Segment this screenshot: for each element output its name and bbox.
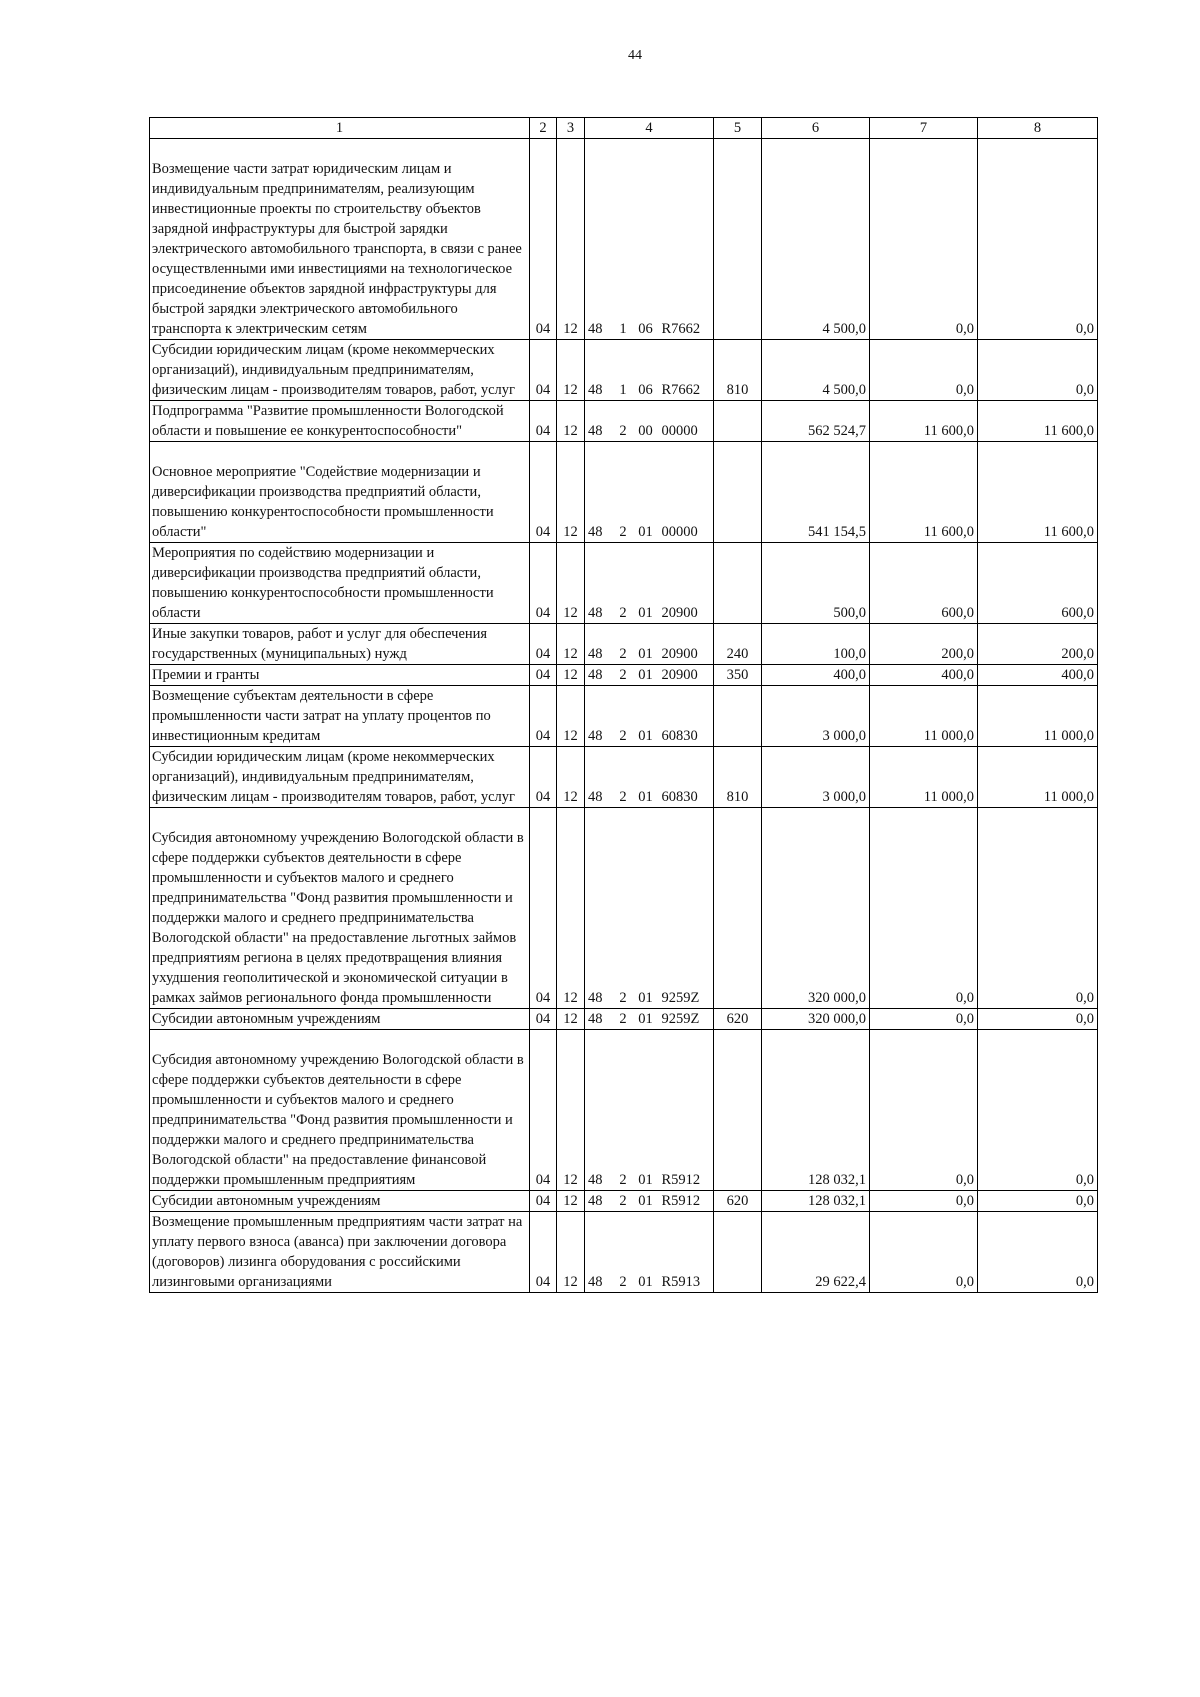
row-name: Основное мероприятие "Содействие модернизации и диверсификации производства предприятий области, повышению конкурентоспособности промышленности области" [150,442,530,543]
amount-col-6: 29 622,4 [762,1212,870,1293]
subprogram-code: 2 [614,624,633,665]
amount-col-8: 11 000,0 [978,747,1098,808]
section-code: 04 [530,401,557,442]
event-code: 01 [633,747,659,808]
direction-code: 00000 [659,401,714,442]
amount-col-7: 11 600,0 [870,401,978,442]
direction-code: 60830 [659,747,714,808]
event-code: 01 [633,686,659,747]
event-code: 06 [633,340,659,401]
subprogram-code: 2 [614,747,633,808]
amount-col-8: 0,0 [978,1212,1098,1293]
amount-col-7: 0,0 [870,1212,978,1293]
program-code: 48 [585,1212,614,1293]
amount-col-6: 562 524,7 [762,401,870,442]
amount-col-6: 3 000,0 [762,747,870,808]
expense-type-code [714,808,762,1009]
amount-col-7: 600,0 [870,543,978,624]
direction-code: R5912 [659,1191,714,1212]
section-code: 04 [530,442,557,543]
table-row [150,1009,1098,1030]
table-row [150,401,1098,442]
expense-type-code: 620 [714,1191,762,1212]
section-code: 04 [530,139,557,340]
row-name: Премии и гранты [150,665,530,686]
amount-col-7: 0,0 [870,808,978,1009]
row-name: Иные закупки товаров, работ и услуг для обеспечения государственных (муниципальных) нужд [150,624,530,665]
amount-col-8: 0,0 [978,139,1098,340]
table-row [150,442,1098,543]
table-row [150,139,1098,340]
table-row [150,686,1098,747]
amount-col-7: 11 000,0 [870,686,978,747]
expense-type-code [714,543,762,624]
amount-col-7: 11 600,0 [870,442,978,543]
column-header-3: 3 [557,118,585,139]
table-row [150,1212,1098,1293]
table-row [150,1030,1098,1191]
event-code: 01 [633,1030,659,1191]
table-row [150,543,1098,624]
budget-table [149,117,1098,1293]
column-number-row [150,118,1098,139]
amount-col-7: 0,0 [870,1191,978,1212]
subsection-code: 12 [557,543,585,624]
amount-col-6: 3 000,0 [762,686,870,747]
subprogram-code: 1 [614,340,633,401]
subprogram-code: 2 [614,1212,633,1293]
table-row [150,747,1098,808]
subprogram-code: 2 [614,686,633,747]
subsection-code: 12 [557,139,585,340]
section-code: 04 [530,686,557,747]
table-row [150,624,1098,665]
program-code: 48 [585,1030,614,1191]
amount-col-8: 200,0 [978,624,1098,665]
amount-col-6: 320 000,0 [762,1009,870,1030]
direction-code: 9259Z [659,808,714,1009]
amount-col-7: 0,0 [870,139,978,340]
program-code: 48 [585,808,614,1009]
subsection-code: 12 [557,1030,585,1191]
program-code: 48 [585,401,614,442]
amount-col-7: 0,0 [870,1030,978,1191]
row-name: Субсидия автономному учреждению Вологодской области в сфере поддержки субъектов деятельности в сфере промышленности и субъектов малого и среднего предпринимательства "Фонд развития промышленности и поддержки малого и среднего предпринимательства Вологодской области" на предоставление финансовой поддержки промышленным предприятиям [150,1030,530,1191]
program-code: 48 [585,442,614,543]
amount-col-8: 11 600,0 [978,442,1098,543]
amount-col-8: 11 000,0 [978,686,1098,747]
subsection-code: 12 [557,1009,585,1030]
event-code: 01 [633,1009,659,1030]
program-code: 48 [585,686,614,747]
direction-code: 20900 [659,665,714,686]
column-header-6: 6 [762,118,870,139]
direction-code: R7662 [659,139,714,340]
subprogram-code: 2 [614,1009,633,1030]
table-row [150,665,1098,686]
subsection-code: 12 [557,1191,585,1212]
amount-col-8: 11 600,0 [978,401,1098,442]
expense-type-code [714,442,762,543]
amount-col-6: 4 500,0 [762,340,870,401]
section-code: 04 [530,747,557,808]
direction-code: 60830 [659,686,714,747]
event-code: 06 [633,139,659,340]
subsection-code: 12 [557,747,585,808]
subprogram-code: 2 [614,543,633,624]
section-code: 04 [530,1009,557,1030]
amount-col-8: 0,0 [978,808,1098,1009]
expense-type-code [714,1030,762,1191]
table-row [150,808,1098,1009]
column-header-7: 7 [870,118,978,139]
event-code: 01 [633,1212,659,1293]
direction-code: 9259Z [659,1009,714,1030]
program-code: 48 [585,543,614,624]
row-name: Подпрограмма "Развитие промышленности Вологодской области и повышение ее конкурентоспособности" [150,401,530,442]
subprogram-code: 2 [614,665,633,686]
subsection-code: 12 [557,624,585,665]
amount-col-6: 320 000,0 [762,808,870,1009]
amount-col-6: 128 032,1 [762,1191,870,1212]
direction-code: R5913 [659,1212,714,1293]
column-header-5: 5 [714,118,762,139]
amount-col-6: 100,0 [762,624,870,665]
expense-type-code: 240 [714,624,762,665]
row-name: Возмещение промышленным предприятиям части затрат на уплату первого взноса (аванса) при заключении договора (договоров) лизинга оборудования с российскими лизинговыми организациями [150,1212,530,1293]
program-code: 48 [585,1191,614,1212]
event-code: 01 [633,808,659,1009]
subprogram-code: 1 [614,139,633,340]
expense-type-code: 810 [714,340,762,401]
amount-col-8: 600,0 [978,543,1098,624]
direction-code: R7662 [659,340,714,401]
amount-col-8: 400,0 [978,665,1098,686]
amount-col-6: 4 500,0 [762,139,870,340]
subprogram-code: 2 [614,1030,633,1191]
section-code: 04 [530,1030,557,1191]
section-code: 04 [530,665,557,686]
program-code: 48 [585,1009,614,1030]
subsection-code: 12 [557,686,585,747]
subsection-code: 12 [557,1212,585,1293]
subprogram-code: 2 [614,442,633,543]
section-code: 04 [530,808,557,1009]
event-code: 01 [633,543,659,624]
row-name: Субсидии автономным учреждениям [150,1009,530,1030]
amount-col-7: 0,0 [870,340,978,401]
column-header-4: 4 [585,118,714,139]
column-header-1: 1 [150,118,530,139]
section-code: 04 [530,543,557,624]
row-name: Субсидии юридическим лицам (кроме некоммерческих организаций), индивидуальным предпринимателям, физическим лицам - производителям товаров, работ, услуг [150,747,530,808]
amount-col-8: 0,0 [978,340,1098,401]
expense-type-code: 350 [714,665,762,686]
subsection-code: 12 [557,808,585,1009]
expense-type-code [714,686,762,747]
amount-col-8: 0,0 [978,1191,1098,1212]
direction-code: 00000 [659,442,714,543]
expense-type-code: 810 [714,747,762,808]
section-code: 04 [530,1212,557,1293]
amount-col-6: 500,0 [762,543,870,624]
section-code: 04 [530,624,557,665]
amount-col-6: 128 032,1 [762,1030,870,1191]
event-code: 01 [633,1191,659,1212]
row-name: Мероприятия по содействию модернизации и диверсификации производства предприятий области, повышению конкурентоспособности промышленности области [150,543,530,624]
row-name: Субсидия автономному учреждению Вологодской области в сфере поддержки субъектов деятельности в сфере промышленности и субъектов малого и среднего предпринимательства "Фонд развития промышленности и поддержки малого и среднего предпринимательства Вологодской области" на предоставление льготных займов предприятиям региона в целях предотвращения влияния ухудшения геополитической и экономической ситуации в рамках займов регионального фонда промышленности [150,808,530,1009]
direction-code: 20900 [659,624,714,665]
table-row [150,340,1098,401]
row-name: Возмещение части затрат юридическим лицам и индивидуальным предпринимателям, реализующим инвестиционные проекты по строительству объектов зарядной инфраструктуры для быстрой зарядки электрического автомобильного транспорта, в связи с ранее осуществленными ими инвестициями на технологическое присоединение объектов зарядной инфраструктуры для быстрой зарядки электрического автомобильного транспорта к электрическим сетям [150,139,530,340]
program-code: 48 [585,665,614,686]
table-row [150,1191,1098,1212]
amount-col-7: 200,0 [870,624,978,665]
amount-col-6: 541 154,5 [762,442,870,543]
program-code: 48 [585,340,614,401]
program-code: 48 [585,624,614,665]
amount-col-8: 0,0 [978,1030,1098,1191]
row-name: Возмещение субъектам деятельности в сфере промышленности части затрат на уплату процентов по инвестиционным кредитам [150,686,530,747]
amount-col-6: 400,0 [762,665,870,686]
program-code: 48 [585,139,614,340]
column-header-2: 2 [530,118,557,139]
event-code: 01 [633,665,659,686]
subsection-code: 12 [557,340,585,401]
page-number: 44 [628,48,642,63]
event-code: 01 [633,624,659,665]
event-code: 00 [633,401,659,442]
event-code: 01 [633,442,659,543]
subprogram-code: 2 [614,1191,633,1212]
subsection-code: 12 [557,442,585,543]
column-header-8: 8 [978,118,1098,139]
section-code: 04 [530,1191,557,1212]
direction-code: 20900 [659,543,714,624]
row-name: Субсидии автономным учреждениям [150,1191,530,1212]
subsection-code: 12 [557,665,585,686]
expense-type-code: 620 [714,1009,762,1030]
row-name: Субсидии юридическим лицам (кроме некоммерческих организаций), индивидуальным предпринимателям, физическим лицам - производителям товаров, работ, услуг [150,340,530,401]
subsection-code: 12 [557,401,585,442]
subprogram-code: 2 [614,401,633,442]
expense-type-code [714,139,762,340]
expense-type-code [714,401,762,442]
amount-col-7: 400,0 [870,665,978,686]
amount-col-7: 11 000,0 [870,747,978,808]
program-code: 48 [585,747,614,808]
direction-code: R5912 [659,1030,714,1191]
amount-col-7: 0,0 [870,1009,978,1030]
subprogram-code: 2 [614,808,633,1009]
expense-type-code [714,1212,762,1293]
amount-col-8: 0,0 [978,1009,1098,1030]
section-code: 04 [530,340,557,401]
